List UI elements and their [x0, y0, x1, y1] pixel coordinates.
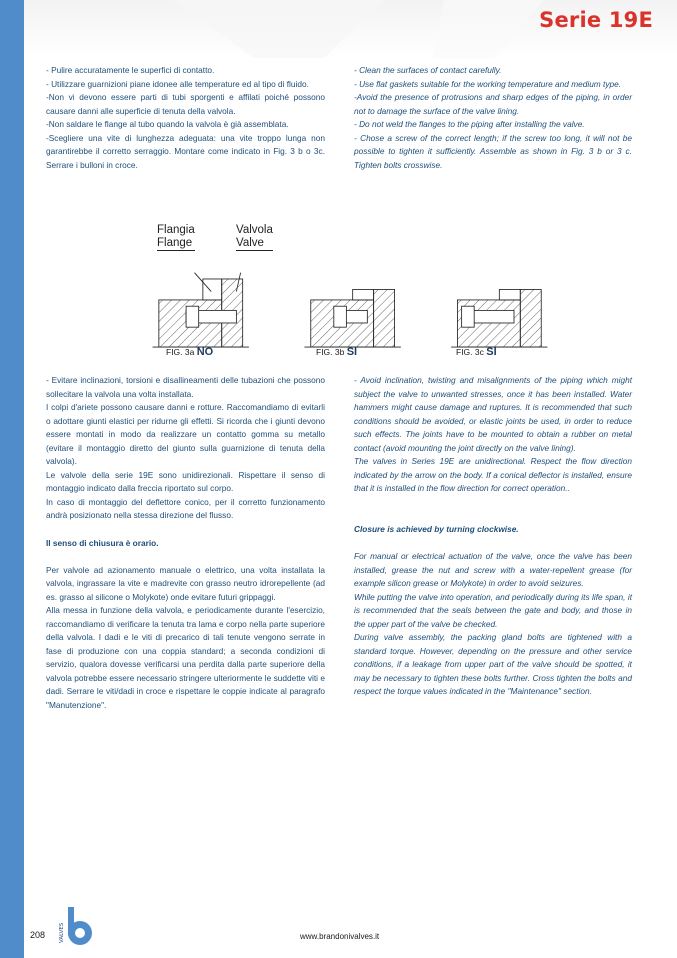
- mid-text-it: [46, 374, 325, 713]
- paragraph: Per valvole ad azionamento manuale o elettrico, una volta installata la valvola, ingrassare la vite e madrevite con grasso neutro idrorepellente (ad es. grasso al silicone o Molykote) onde evitare futuri grippaggi.: [46, 564, 325, 602]
- paragraph: - Pulire accuratamente le superfici di contatto.: [46, 65, 215, 75]
- fig-3b-caption: FIG. 3b SI: [316, 346, 358, 358]
- paragraph: -Non vi devono essere parti di tubi sporgenti e affilati poiché possono causare danni alle superficie di tenuta della valvola.: [46, 92, 325, 116]
- page-number: 208: [30, 930, 46, 940]
- flange-diagram: [140, 240, 580, 385]
- paragraph: - Utilizzare guarnizioni piane idonee alle temperature ed al tipo di fluido.: [46, 78, 309, 89]
- paragraph: - Evitare inclinazioni, torsioni e disallineamenti delle tubazioni che possono sollecitare la valvola una volta installata.: [46, 375, 325, 399]
- paragraph: - Chose a screw of the correct length; if the screw too long, it will not be possible to tighten it sufficiently. Assemble as shown in Fig. 3 b or 3 c. Tighten bolts crosswise.: [354, 132, 632, 170]
- paragraph: - Use flat gaskets suitable for the working temperature and medium type.: [354, 78, 622, 89]
- fig-3a-drawing: [153, 279, 249, 347]
- website-url: www.brandonivalves.it: [300, 932, 380, 941]
- paragraph: In caso di montaggio del deflettore conico, per il corretto funzionamento andrà posizionato nella stessa direzione del flusso.: [46, 496, 325, 521]
- paragraph: Alla messa in funzione della valvola, e periodicamente durante l'esercizio, raccomandiamo di verificare la tenuta tra lama e corpo nella parte superiore della valvola. I dadi e le viti di precarico di tali tenute vengono serrate in fase di produzione con una coppia standard; a seconda condizioni di servizio, qualora dovesse verificarsi una perdita dalla parte superiore della valvola potrebbe essere necessario stringere ulteriormente le suddette viti e dadi. Serrare le viti/dadi in croce e rispettare le coppie indicate al paragrafo "Manutenzione".: [46, 605, 325, 711]
- top-text-it: [46, 64, 325, 172]
- flange-label: Flangia Flange: [157, 224, 195, 249]
- paragraph: -Avoid the presence of protrusions and sharp edges of the piping, in order not to damage the surface of the valve lining.: [354, 92, 632, 116]
- paragraph: -Non saldare le flange al tubo quando la valvola è già assemblata.: [46, 119, 289, 130]
- paragraph: - Avoid inclination, twisting and misalignments of the piping which might subject the valve to unwanted stresses, once it has been installed. Water hammers might cause damage and ruptures. It is recommended that such conditions should be avoided, or elastic joints be used, in order to reduce such effects. The joints have to be mounted to obtain a rubber on metal contact (avoid mounting the joint directly on the valve lining).: [354, 375, 632, 453]
- fig-3b-drawing: [304, 289, 400, 347]
- fig-3a-caption: FIG. 3a NO: [166, 346, 214, 358]
- paragraph: For manual or electrical actuation of the valve, once the valve has been installed, grease the nut and screw with a water-repellent grease (for example silicon grease or Molykote) in order to avoid seizures.: [354, 550, 632, 589]
- mid-text-en: [354, 374, 632, 699]
- closure-heading-it: Il senso di chiusura è orario.: [46, 537, 159, 548]
- paragraph: - Clean the surfaces of contact carefully.: [354, 65, 502, 75]
- left-color-bar: [0, 0, 24, 958]
- valve-label: Valvola Valve: [236, 224, 273, 249]
- page-title: Serie 19E: [539, 8, 653, 32]
- paragraph: -Scegliere una vite di lunghezza adeguata: una vite troppo lunga non garantirebbe il corretto serraggio. Montare come indicato in Fig. 3 b o 3c. Serrare i bulloni in croce.: [46, 132, 325, 170]
- paragraph: I colpi d'ariete possono causare danni e rotture. Raccomandiamo di evitarli o adottare giunti elastici per ridurne gli effetti. Si ricorda che i giunti devono essere montati in modo da realizzare un contatto gomma su metallo (evitare il montaggio diretto del giunto sulla guarnizione di tenuta della valvola).: [46, 402, 325, 467]
- paragraph: Le valvole della serie 19E sono unidirezionali. Rispettare il senso di montaggio indicato dalla freccia riportato sul corpo.: [46, 469, 325, 494]
- closure-heading-en: Closure is achieved by turning clockwise.: [354, 523, 519, 534]
- paragraph: While putting the valve into operation, and periodically during its life span, it is recommended that the seals between the gate and body, and those in the upper part of the valve be checked.: [354, 591, 632, 629]
- paragraph: During valve assembly, the packing gland bolts are tightened with a standard torque. However, depending on the pressure and other service conditions, if a leakage from upper part of the valve should be spotted, it may be necessary to tighten these bolts further. Cross tighten the bolts and respect the torque values indicated in the "Maintenance" section.: [354, 632, 632, 697]
- top-text-en: [354, 64, 632, 172]
- paragraph: The valves in Series 19E are unidirectional. Respect the flow direction indicated by the arrow on the body. If a conical deflector is installed, ensure that it is installed in the flow direction for correct operation..: [354, 456, 632, 494]
- svg-text:VALVES: VALVES: [59, 922, 65, 943]
- fig-3c-caption: FIG. 3c SI: [456, 346, 497, 358]
- fig-3c-drawing: [451, 289, 547, 347]
- paragraph: - Do not weld the flanges to the piping after installing the valve.: [354, 119, 585, 130]
- brandoni-logo: [56, 905, 96, 947]
